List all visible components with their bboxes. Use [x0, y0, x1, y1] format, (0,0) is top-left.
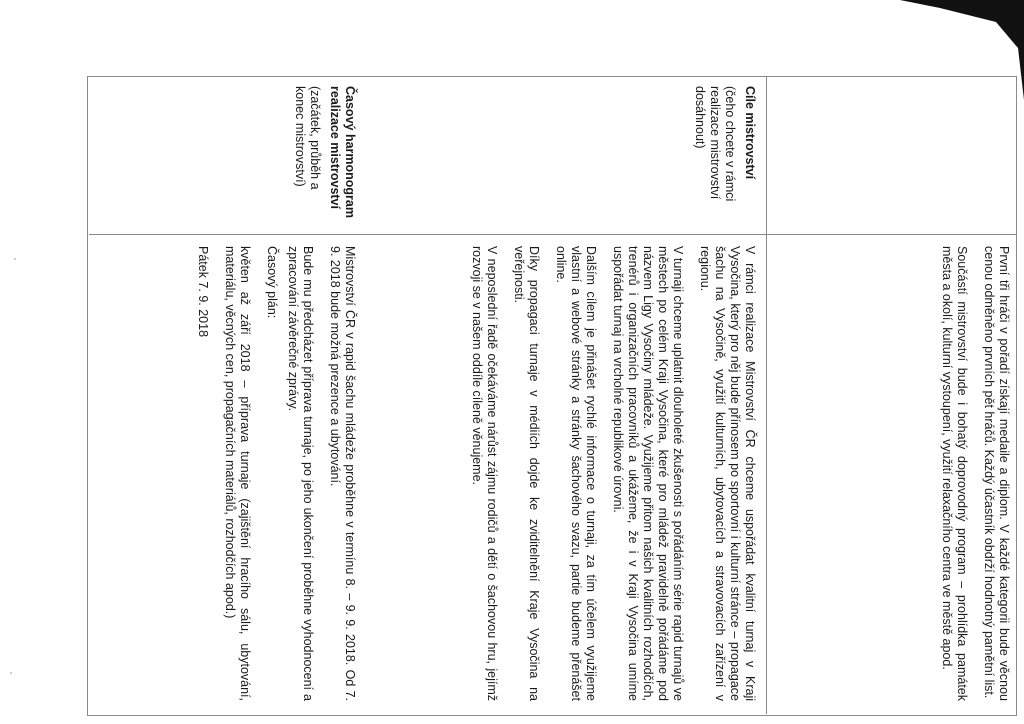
schedule-label-title: Časový harmonogram realizace mistrovství — [328, 86, 357, 218]
scan-speck — [14, 258, 16, 260]
goals-label-title: Cíle mistrovství — [743, 86, 757, 180]
schedule-label-cell — [292, 86, 357, 226]
awards-paragraph: První tři hráči v pořadí získají medaile a diplom. V každé kategorii bude věcnou cenou odměněno prvních pět hráčů. Každý účastník obdrží hodnotný pamětní list. — [982, 246, 1011, 701]
goals-paragraph: Díky propagaci turnaje v médiích dojde ke zviditelnění Kraje Vysočina na veřejnosti. — [512, 246, 541, 701]
goals-paragraph: Dalším cílem je přinášet rychlé informace o turnaji, za tím účelem využijeme vlastní a webové stránky a stránky šachového svazu, partie budeme přenášet online. — [554, 246, 598, 701]
goals-label-subtitle: (čeho chcete v rámci realizace mistrovství dosáhnout) — [693, 86, 737, 202]
goals-paragraph: V rámci realizace Mistrovství ČR chceme uspořádat kvalitní turnaj v Kraji Vysočina, který pro něj bude přínosem po sportovní i kulturní stránce – propagace šachu na Vysočině, využití kulturních, ubytovacích a stravovacích zařízení v regionu. — [698, 246, 757, 701]
schedule-content — [189, 246, 357, 701]
goals-label-cell — [692, 86, 757, 226]
schedule-plan-item: Pátek 7. 9. 2018 — [196, 246, 210, 338]
scan-speck — [10, 672, 12, 674]
schedule-plan-heading: Časový plán: — [265, 246, 279, 319]
schedule-label-subtitle: (začátek, průběh a konec mistrovství) — [293, 86, 322, 190]
goals-paragraph: V turnaji chceme uplatnit dlouholeté zkušenosti s pořádáním série rapid turnajů ve městech po celém Kraji Vysočina, které pro mládež pravidelně pořádáme pod názvem Ligy Vysočiny mládeže. Využijeme přitom našich kvalitních rozhodčích, trenérů i organizačních pracovníků a ukážeme, že i v Kraji Vysočina umíme uspořádat turnaj na vrcholné republikové úrovni. — [611, 246, 685, 701]
award-section — [933, 246, 1011, 701]
program-paragraph: Součástí mistrovství bude i bohatý doprovodný program – prohlídka památek města a okolí, kulturní vystoupení, využití relaxačního centra ve městě apod. — [940, 246, 969, 701]
schedule-paragraph: Mistrovství ČR v rapid šachu mládeže proběhne v termínu 8. – 9. 9. 2018. Od 7. 9. 2018 bude možná prezence a ubytování. — [328, 246, 357, 701]
rotated-document-page — [87, 76, 1017, 716]
goals-paragraph: V neposlední řadě očekáváme nárůst zájmu rodičů a dětí o šachovou hru, jejímž rozvoji se v našem oddíle cíleně věnujeme. — [470, 246, 499, 701]
goals-content — [463, 246, 757, 701]
schedule-paragraph: Bude mu předcházet příprava turnaje, po jeho ukončení proběhne vyhodnocení a zpracování závěrečné zprávy. — [286, 246, 315, 701]
column-divider — [89, 234, 1017, 235]
row-divider — [766, 76, 767, 714]
schedule-plan-item: květen až září 2018 – příprava turnaje (zajištění hracího sálu, ubytování, materiálu, věcných cen, propagačních materiálů, rozhodčích apod.) — [223, 246, 252, 701]
